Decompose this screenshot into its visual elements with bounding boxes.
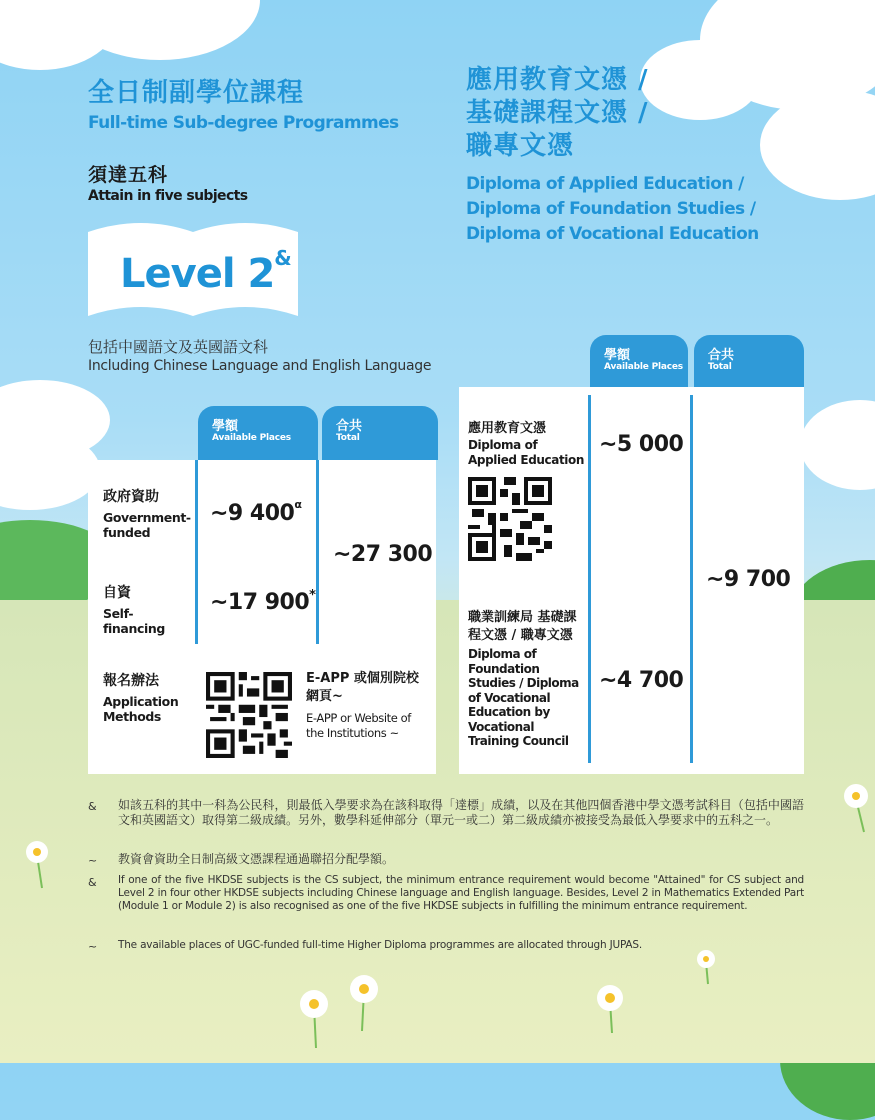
right-title-en-line-3: Diploma of Vocational Education (466, 224, 759, 244)
value-applied-education: ~5 000 (599, 432, 684, 457)
including-zh: 包括中國語文及英國語文科 (88, 338, 269, 356)
divider (588, 395, 591, 763)
daisy-flower-icon (694, 950, 718, 986)
right-total: ~9 700 (706, 567, 791, 592)
row-label-en: Diploma of Applied Education (468, 438, 584, 467)
row-self-financing (103, 582, 195, 636)
application-label-en: Application Methods (103, 694, 179, 724)
right-title-en (466, 172, 759, 247)
value-text: ~17 900 (210, 590, 310, 615)
left-col-header-places (198, 406, 318, 460)
divider (195, 460, 198, 644)
value-vtc: ~4 700 (599, 668, 684, 693)
right-table-panel (459, 387, 804, 774)
cloud-top-right-2 (640, 40, 760, 120)
daisy-flower-icon (840, 784, 872, 834)
header-zh: 合共 (336, 419, 363, 434)
application-text-en: E-APP or Website of the Institutions ~ (306, 711, 411, 740)
application-text-zh: E-APP 或個別院校網頁~ (306, 671, 419, 704)
right-col-header-places (590, 335, 688, 387)
row-label-zh: 應用教育文憑 (468, 421, 547, 436)
row-applied-education (468, 417, 586, 468)
note-symbol: & (88, 876, 97, 889)
right-title-zh-line-1: 應用教育文憑 / (466, 65, 649, 95)
cloud-right-mid (800, 400, 875, 490)
right-title-zh-line-2: 基礎課程文憑 / (466, 98, 649, 128)
header-zh: 學額 (212, 419, 239, 434)
daisy-flower-icon (342, 975, 386, 1033)
value-text: ~9 400 (210, 501, 295, 526)
row-government-funded (103, 486, 191, 540)
right-title-zh-line-3: 職專文憑 (466, 131, 575, 161)
header-en: Available Places (212, 433, 291, 443)
row-label-en: Self-financing (103, 606, 165, 636)
divider (316, 460, 319, 644)
header-en: Available Places (604, 362, 683, 372)
including-en: Including Chinese Language and English Language (88, 358, 432, 374)
row-label-zh: 自資 (103, 585, 131, 601)
daisy-flower-icon (590, 985, 630, 1035)
qr-code-icon (468, 477, 552, 561)
application-text (306, 670, 424, 741)
note-symbol: & (88, 800, 97, 813)
row-label-en: Diploma of Foundation Studies / Diploma of Vocational Education by Vocational Training Council (468, 647, 579, 748)
right-title-zh (466, 64, 649, 163)
note-symbol: ~ (88, 854, 98, 867)
qr-code-icon (206, 672, 292, 758)
level-superscript: & (274, 246, 291, 270)
attain-zh: 須達五科 (88, 164, 169, 186)
value-superscript: * (309, 588, 316, 603)
left-col-header-total (322, 406, 438, 460)
application-label-zh: 報名辦法 (103, 673, 159, 689)
header-zh: 學額 (604, 348, 631, 363)
note-text: 如該五科的其中一科為公民科，則最低入學要求為在該科取得「達標」成績，以及在其他四個香港中學文憑考試科目（包括中國語文和英國語文）取得第二級成績。另外，數學科延伸部分（單元一或二）第二級成績亦被接受為最低入學要求中的五科之一。 (118, 798, 804, 827)
row-label-zh: 職業訓練局 基礎課程文憑 / 職專文憑 (468, 610, 577, 643)
row-vtc (468, 609, 588, 749)
divider (690, 395, 693, 763)
row-label-zh: 政府資助 (103, 489, 159, 505)
value-self-financing (210, 588, 315, 615)
level-text (120, 246, 291, 297)
right-col-header-total (694, 335, 804, 387)
note-text: The available places of UGC-funded full-time Higher Diploma programmes are allocated through JUPAS. (118, 939, 643, 951)
header-en: Total (708, 362, 732, 372)
left-table-panel (88, 460, 436, 774)
level-badge (86, 216, 300, 320)
left-total: ~27 300 (333, 542, 433, 567)
applied-education-qr-code[interactable] (468, 477, 552, 561)
note-text: If one of the five HKDSE subjects is the CS subject, the minimum entrance requirement would become "Attained" for CS subject and Level 2 in four other HKDSE subjects including Chinese language and English language. Besides, Level 2 in Mathematics Extended Part (Module 1 or Module 2) is also recognised as one of the five HKDSE subjects in fulfilling the minimum entrance requirement. (118, 874, 804, 912)
note-symbol: ~ (88, 940, 98, 953)
right-title-en-line-1: Diploma of Applied Education / (466, 174, 744, 194)
daisy-flower-icon (22, 840, 52, 890)
left-title-en: Full-time Sub-degree Programmes (88, 113, 399, 133)
level-label: Level 2 (120, 251, 275, 297)
application-methods (103, 670, 193, 724)
value-government-funded (210, 498, 301, 526)
row-label-en: Government-funded (103, 510, 191, 540)
e-app-qr-code[interactable] (206, 672, 292, 758)
right-title-en-line-2: Diploma of Foundation Studies / (466, 199, 756, 219)
attain-en: Attain in five subjects (88, 188, 248, 204)
header-en: Total (336, 433, 360, 443)
left-title-zh: 全日制副學位課程 (88, 78, 305, 108)
daisy-flower-icon (294, 990, 334, 1050)
value-superscript: α (294, 498, 302, 511)
note-text: 教資會資助全日制高級文憑課程通過聯招分配學額。 (118, 852, 395, 866)
header-zh: 合共 (708, 348, 735, 363)
